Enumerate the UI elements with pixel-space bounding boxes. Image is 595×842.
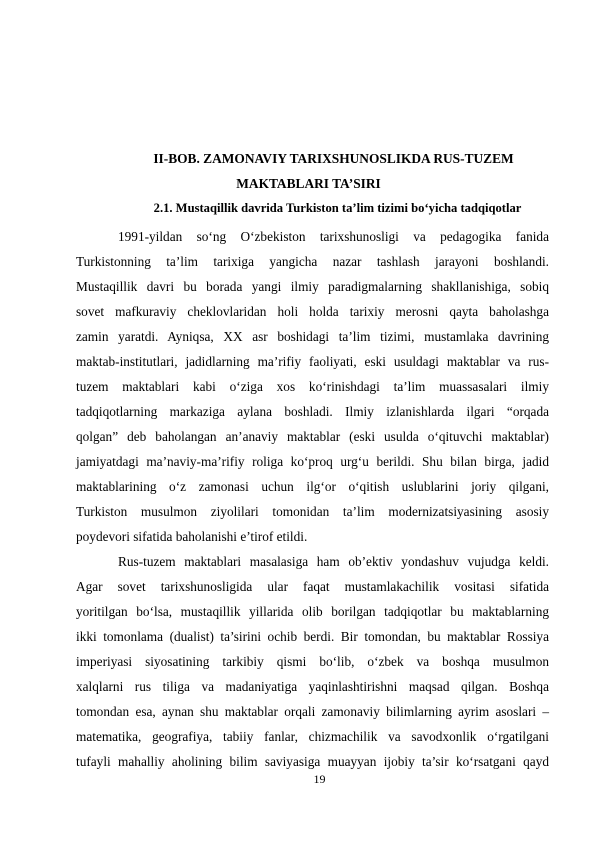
section-heading: 2.1. Mustaqillik davrida Turkiston ta’lim tizimi bo‘yicha tadqiqotlar bbox=[153, 201, 522, 215]
paragraph-line: qolgan” deb baholangan an’anaviy maktablar (eski usulda o‘qituvchi maktablar) bbox=[76, 429, 549, 444]
paragraph-line: yoritilgan bo‘lsa, mustaqillik yillarida olib borilgan tadqiqotlar bu maktablarning bbox=[76, 604, 549, 619]
paragraph-line: tomondan esa, aynan shu maktablar orqali zamonaviy bilimlarning ayrim asoslari – bbox=[76, 704, 549, 719]
paragraph-line: 1991-yildan so‘ng O‘zbekiston tarixshunosligi va pedagogika fanida bbox=[118, 229, 549, 244]
paragraph-line: Agar sovet tarixshunosligida ular faqat mustamlakachilik vositasi sifatida bbox=[76, 579, 549, 594]
paragraph-line: jamiyatdagi ma’naviy-ma’rifiy roliga ko‘proq urg‘u berildi. Shu bilan birga, jadid bbox=[76, 454, 549, 469]
chapter-heading-line-1: II-BOB. ZAMONAVIY TARIXSHUNOSLIKDA RUS-TUZEM bbox=[153, 151, 514, 166]
paragraph-line: poydevori sifatida baholanishi e’tirof etildi. bbox=[76, 529, 308, 544]
paragraph-line: matematika, geografiya, tabiiy fanlar, chizmachilik va savodxonlik o‘rgatilgani bbox=[76, 729, 549, 744]
page-number: 19 bbox=[313, 772, 326, 786]
paragraph-line: tuzem maktablari kabi o‘ziga xos ko‘rinishdagi ta’lim muassasalari ilmiy bbox=[76, 379, 549, 394]
chapter-heading-line-2: MAKTABLARI TA’SIRI bbox=[236, 176, 381, 191]
paragraph-line: zamin yaratdi. Ayniqsa, XX asr boshidagi ta’lim tizimi, mustamlaka davrining bbox=[76, 329, 549, 344]
paragraph-line: sovet mafkuraviy cheklovlaridan holi holda tarixiy merosni qayta baholashga bbox=[76, 304, 549, 319]
paragraph-line: Turkiston musulmon ziyolilari tomonidan ta’lim modernizatsiyasining asosiy bbox=[76, 504, 549, 519]
paragraph-line: imperiyasi siyosatining tarkibiy qismi bo‘lib, o‘zbek va boshqa musulmon bbox=[76, 654, 549, 669]
paragraph-line: tufayli mahalliy aholining bilim saviyasiga muayyan ijobiy ta’sir ko‘rsatgani qayd bbox=[76, 754, 549, 769]
paragraph-line: tadqiqotlarning markaziga aylana boshladi. Ilmiy izlanishlarda ilgari “orqada bbox=[76, 404, 549, 419]
paragraph-line: maktab-institutlari, jadidlarning ma’rifiy faoliyati, eski usuldagi maktablar va rus- bbox=[76, 354, 549, 369]
paragraph-line: Turkistonning ta’lim tarixiga yangicha nazar tashlash jarayoni boshlandi. bbox=[76, 254, 549, 269]
paragraph-line: maktablarining o‘z zamonasi uchun ilg‘or o‘qitish uslublarini joriy qilgani, bbox=[76, 479, 549, 494]
paragraph-line: ikki tomonlama (dualist) ta’sirini ochib berdi. Bir tomondan, bu maktablar Rossiya bbox=[76, 629, 549, 644]
paragraph-line: xalqlarni rus tiliga va madaniyatiga yaqinlashtirishni maqsad qilgan. Boshqa bbox=[76, 679, 549, 694]
paragraph-line: Rus-tuzem maktablari masalasiga ham ob’ektiv yondashuv vujudga keldi. bbox=[118, 554, 549, 569]
paragraph-line: Mustaqillik davri bu borada yangi ilmiy paradigmalarning shakllanishiga, sobiq bbox=[76, 279, 549, 294]
